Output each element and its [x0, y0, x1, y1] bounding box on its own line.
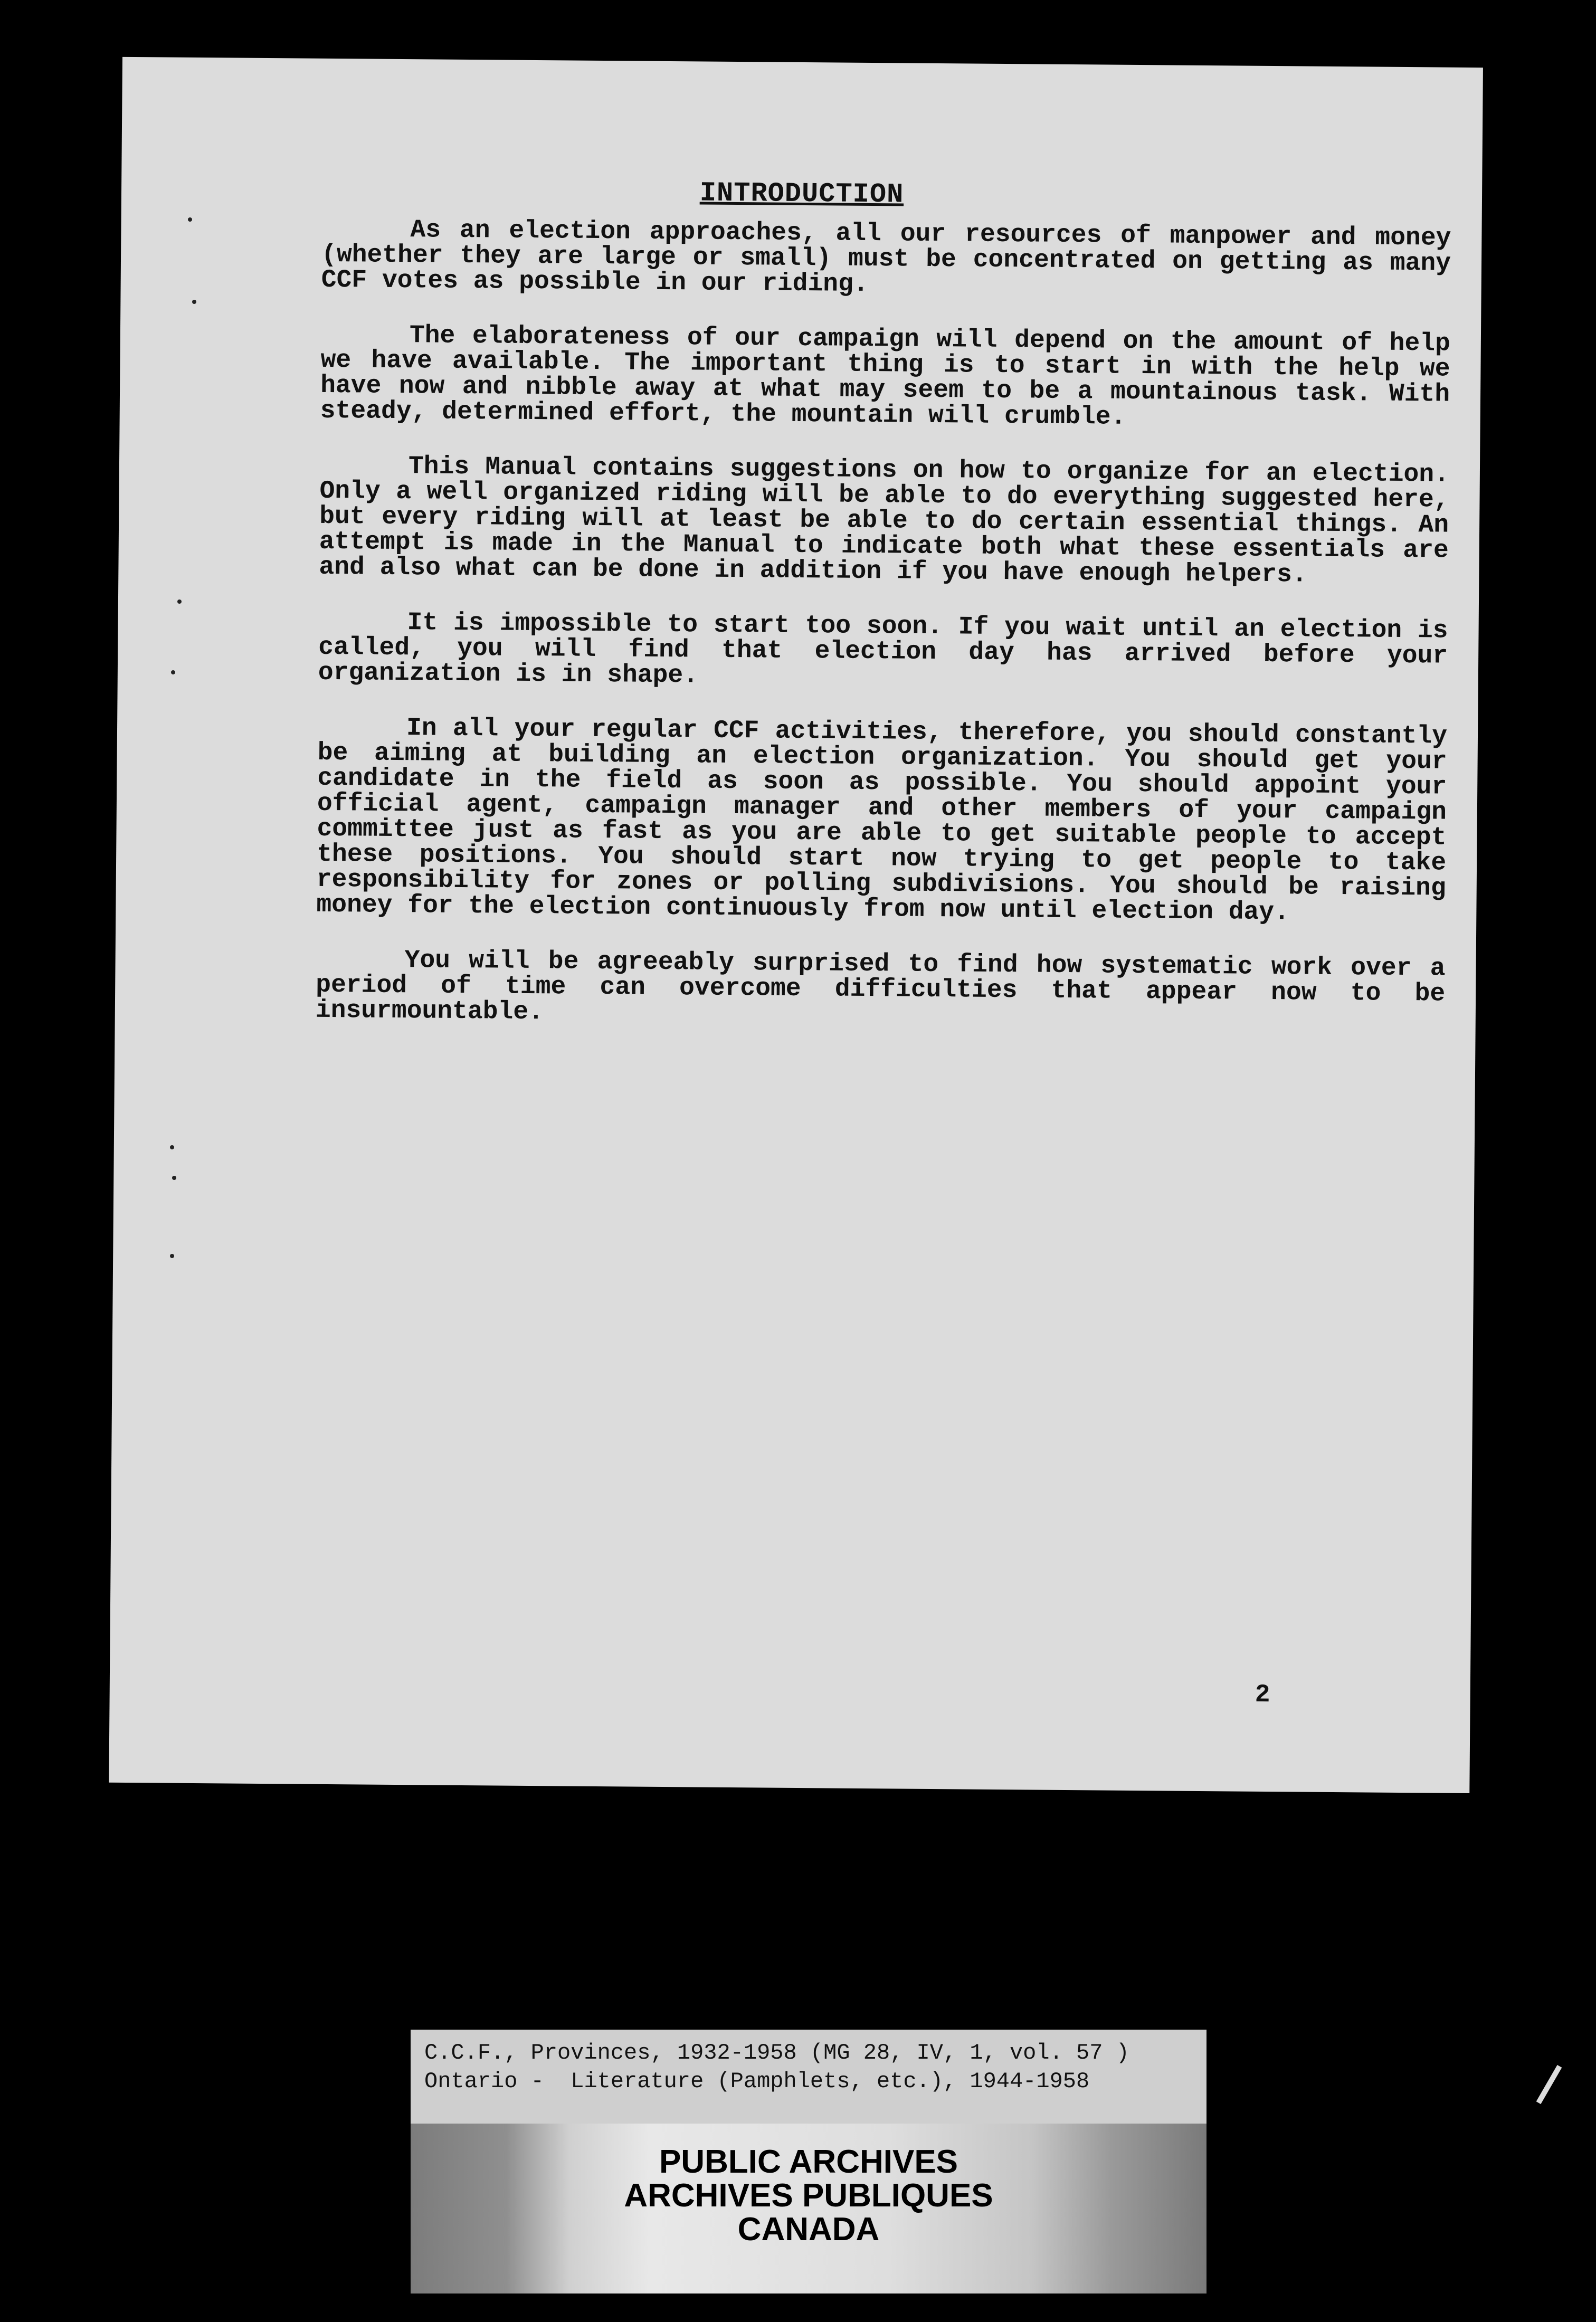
margin-mark: [188, 217, 192, 222]
paragraph: You will be agreeably surprised to find how systematic work over a period of time can overcome difficulties that appear now to be insurmountable.: [315, 946, 1446, 1027]
paragraph: The elaborateness of our campaign will depend on the amount of help we have available. The important thing is to start in with the help we have now and nibble away at what may seem to be a mountainous task. With steady, determined effort, the mountain will crumble.: [320, 321, 1451, 432]
scan-mark: [1536, 2065, 1562, 2104]
margin-mark: [170, 1145, 174, 1149]
page-number: 2: [1255, 1680, 1270, 1710]
document-page: [109, 57, 1483, 1793]
margin-mark: [192, 300, 196, 304]
stamp-line-3: CANADA: [737, 2211, 880, 2248]
stamp-line-2: ARCHIVES PUBLIQUES: [624, 2177, 993, 2214]
stamp-line-1: PUBLIC ARCHIVES: [659, 2144, 958, 2180]
page-title: INTRODUCTION: [699, 177, 904, 211]
paragraph: This Manual contains suggestions on how to organize for an election. Only a well organized riding will be able to do everything suggested here, but every riding will at least be able to do certain essential things. An attempt is made in the Manual to indicate both what these essentials are and also what can be done in addition if you have enough helpers.: [319, 452, 1450, 589]
archive-stamp: [411, 2124, 1206, 2294]
body-text: [315, 217, 1451, 1062]
paragraph: It is impossible to start too soon. If you wait until an election is called, you will find that election day has arrived before your organization is in shape.: [318, 608, 1448, 690]
archive-label: [411, 2030, 1206, 2294]
margin-mark: [171, 670, 175, 674]
paragraph: In all your regular CCF activities, therefore, you should constantly be aiming at building an election organization. You should get your candidate in the field as soon as possible. You should appoint your official agent, campaign manager and other members of your campaign committee just as fast as you are able to get suitable people to accept these positions. You should start now trying to get people to take responsibility for zones or polling subdivisions. You should be raising money for the election continuously from now until election day.: [316, 714, 1448, 927]
margin-mark: [177, 599, 182, 604]
margin-mark: [172, 1176, 176, 1180]
margin-mark: [170, 1254, 174, 1258]
paragraph: As an election approaches, all our resources of manpower and money (whether they are large or small) must be concentrated on getting as many CCF votes as possible in our riding.: [321, 216, 1451, 299]
archive-label-line-1: C.C.F., Provinces, 1932-1958 (MG 28, IV, 1, vol. 57 ): [424, 2040, 1129, 2066]
archive-label-line-2: Ontario - Literature (Pamphlets, etc.), 1944-1958: [424, 2069, 1090, 2094]
